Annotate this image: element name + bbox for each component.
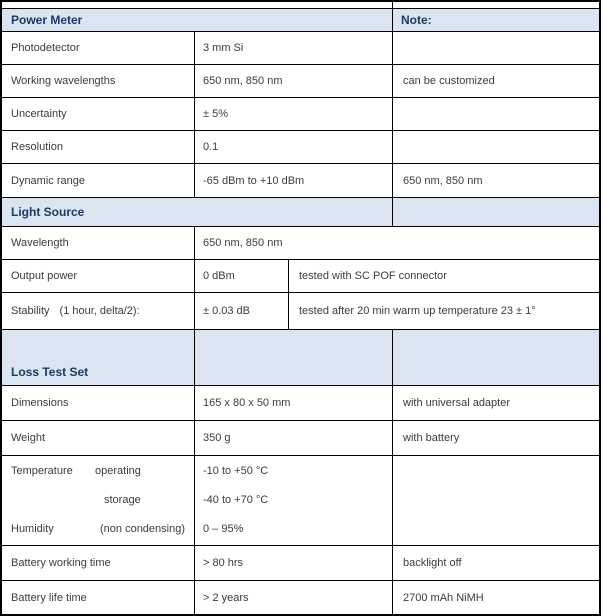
- row-note: with battery: [392, 421, 599, 455]
- row-label: Working wavelengths: [11, 75, 116, 87]
- row-note: can be customized: [392, 65, 599, 97]
- stability-label-suffix: (1 hour, delta/2):: [59, 305, 140, 317]
- top-strip-cell-right: [392, 2, 599, 8]
- table-row-environment: [2, 455, 599, 545]
- row-value: 0 dBm: [194, 260, 288, 292]
- environment-labels: [2, 456, 194, 545]
- row-value: ± 5%: [194, 98, 392, 130]
- row-label: Uncertainty: [11, 108, 67, 120]
- env-value-operating: -10 to +50 °C: [203, 465, 269, 477]
- row-value: 3 mm Si: [194, 32, 392, 64]
- row-label: Dynamic range: [11, 174, 85, 187]
- env-value-storage: -40 to +70 °C: [203, 494, 269, 506]
- table-row-weight: [2, 420, 599, 455]
- table-row-battery-life-time: [2, 580, 599, 614]
- row-label: Wavelength: [11, 237, 69, 249]
- power-meter-title: Power Meter: [11, 13, 83, 27]
- light-source-title-cell: [2, 198, 392, 226]
- env-label-b: storage: [104, 494, 141, 506]
- row-value: 0.1: [194, 131, 392, 163]
- top-strip-row: [2, 2, 599, 8]
- row-value: > 2 years: [194, 581, 392, 614]
- environment-line-storage: [11, 494, 188, 507]
- stability-label: Stability: [11, 305, 50, 317]
- table-row-working-wavelengths: [2, 64, 599, 97]
- note-header: Note:: [401, 13, 432, 27]
- table-row-output-power: [2, 259, 599, 292]
- row-note: [392, 131, 599, 163]
- env-value-humidity: 0 – 95%: [203, 523, 244, 535]
- loss-test-set-title: Loss Test Set: [11, 365, 89, 379]
- row-label: Dimensions: [11, 397, 69, 409]
- row-value: -65 dBm to +10 dBm: [194, 164, 392, 197]
- row-label: [2, 293, 194, 329]
- table-row-dynamic-range: [2, 163, 599, 197]
- row-note: backlight off: [392, 546, 599, 580]
- row-label: Battery working time: [11, 557, 111, 569]
- environment-line-temperature: [11, 465, 188, 478]
- note-header-cell: [392, 9, 599, 31]
- table-row-battery-working-time: [2, 545, 599, 580]
- section-header-power-meter: [2, 8, 599, 31]
- row-value: ± 0.03 dB: [194, 293, 288, 329]
- loss-test-set-value-cell: [194, 330, 392, 385]
- row-label: Battery life time: [11, 591, 87, 604]
- row-note: tested after 20 min warm up temperature 23 ± 1°: [288, 293, 599, 329]
- env-label-a: Humidity: [11, 523, 54, 535]
- table-row-resolution: [2, 130, 599, 163]
- row-note: [392, 456, 599, 545]
- env-label-a: Temperature: [11, 465, 73, 477]
- row-value: 650 nm, 850 nm: [194, 65, 392, 97]
- top-strip-cell-left: [2, 2, 392, 8]
- row-value: 350 g: [194, 421, 392, 455]
- row-value: 165 x 80 x 50 mm: [194, 386, 392, 420]
- env-label-b: operating: [95, 465, 141, 477]
- table-row-dimensions: [2, 385, 599, 420]
- environment-values: [194, 456, 392, 545]
- table-row-uncertainty: [2, 97, 599, 130]
- section-header-loss-test-set: [2, 329, 599, 385]
- row-label: Weight: [11, 432, 46, 444]
- environment-line-humidity: [11, 523, 188, 536]
- table-row-wavelength: [2, 226, 599, 259]
- row-note: with universal adapter: [392, 386, 599, 420]
- row-label: Photodetector: [11, 42, 80, 54]
- row-value: 650 nm, 850 nm: [194, 227, 599, 259]
- loss-test-set-title-cell: [2, 330, 194, 385]
- table-row-photodetector: [2, 31, 599, 64]
- light-source-title: Light Source: [11, 205, 85, 219]
- light-source-note-cell: [392, 198, 599, 226]
- row-label: Resolution: [11, 141, 63, 153]
- table-row-stability: [2, 292, 599, 329]
- env-label-b: (non condensing): [100, 523, 186, 535]
- row-note: 2700 mAh NiMH: [392, 581, 599, 614]
- row-note: [392, 98, 599, 130]
- row-note: tested with SC POF connector: [288, 260, 599, 292]
- row-value: > 80 hrs: [194, 546, 392, 580]
- power-meter-title-cell: [2, 9, 392, 31]
- loss-test-set-note-cell: [392, 330, 599, 385]
- section-header-light-source: [2, 197, 599, 226]
- row-note: 650 nm, 850 nm: [392, 164, 599, 197]
- row-label: Output power: [11, 270, 78, 282]
- row-note: [392, 32, 599, 64]
